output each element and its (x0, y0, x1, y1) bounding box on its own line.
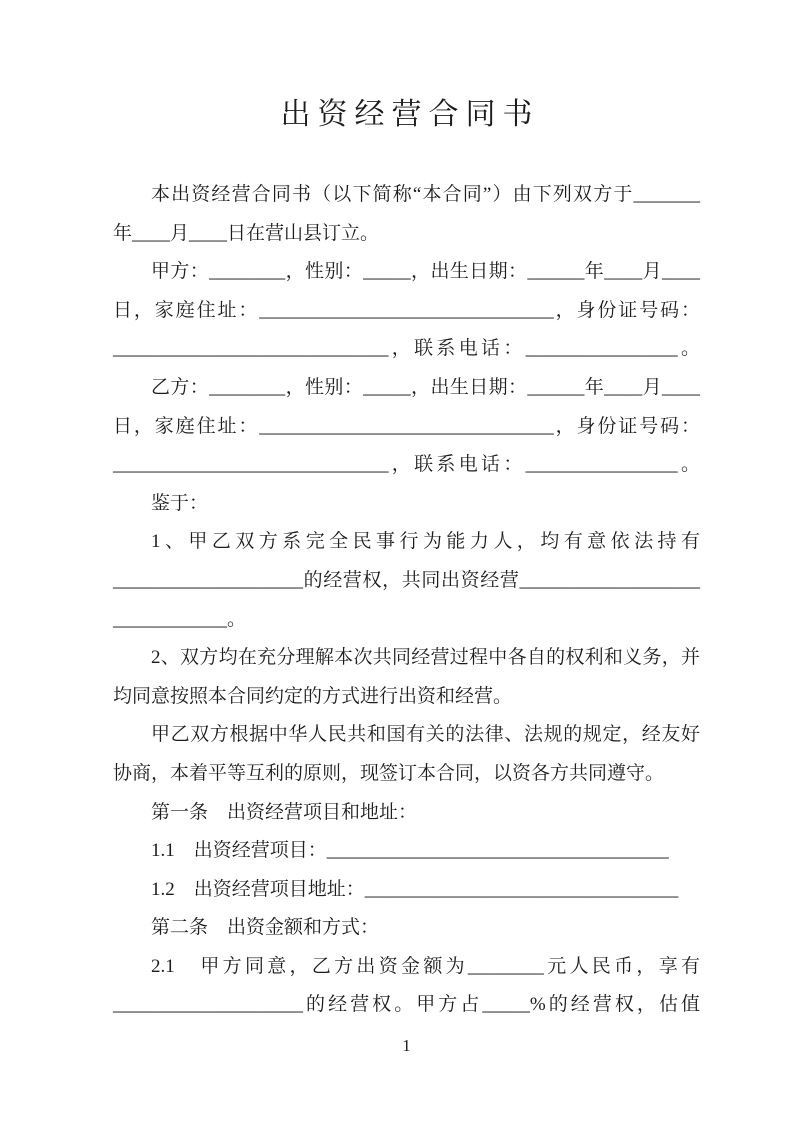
whereas-item-2-line-2: 均同意按照本合同约定的方式进行出资和经营。 (113, 685, 513, 707)
party-b-line-3: _____________________________，联系电话：________________。 (113, 454, 700, 476)
whereas-heading: 鉴于： (151, 492, 209, 514)
party-b-line-1: 乙方：________，性别：_____，出生日期：______年____月____ (151, 376, 700, 398)
document-title: 出资经营合同书 (280, 98, 540, 131)
clause-2-1-line-2: ____________________的经营权。甲方占_____%的经营权，估值 (113, 994, 700, 1016)
preamble-line-2: 协商，本着平等互利的原则，现签订本合同，以资各方共同遵守。 (113, 762, 665, 784)
page-number: 1 (402, 1036, 411, 1056)
party-b-line-2: 日，家庭住址：_______________________________，身份证号码： (113, 415, 700, 437)
article-2-heading: 第二条 出资金额和方式： (151, 917, 380, 939)
whereas-item-1-line-3: ____________。 (113, 608, 247, 630)
preamble-line-1: 甲乙双方根据中华人民共和国有关的法律、法规的规定，经友好 (151, 724, 700, 746)
party-a-line-1: 甲方：________，性别：_____，出生日期：______年____月____ (151, 261, 700, 283)
party-a-line-3: _____________________________，联系电话：________________。 (113, 338, 700, 360)
clause-1-1: 1.1 出资经营项目：____________________________________ (151, 840, 669, 862)
document-body (113, 176, 700, 1025)
article-1-heading: 第一条 出资经营项目和地址： (151, 801, 418, 823)
intro-line-1: 本出资经营合同书（以下简称“本合同”）由下列双方于_______ (151, 184, 700, 205)
clause-1-2: 1.2 出资经营项目地址：_________________________________ (151, 878, 679, 900)
whereas-item-1-line-1: 1、甲乙双方系完全民事行为能力人，均有意依法持有 (151, 531, 700, 553)
whereas-item-2-line-1: 2、双方均在充分理解本次共同经营过程中各自的权利和义务，并 (151, 647, 700, 669)
intro-line-2: 年____月____日在营山县订立。 (113, 222, 380, 244)
party-a-line-2: 日，家庭住址：_______________________________，身份证号码： (113, 299, 700, 321)
clause-2-1-line-1: 2.1 甲方同意，乙方出资金额为________元人民币，享有 (151, 955, 700, 977)
whereas-item-1-line-2: ____________________的经营权，共同出资经营___________________ (113, 569, 700, 591)
